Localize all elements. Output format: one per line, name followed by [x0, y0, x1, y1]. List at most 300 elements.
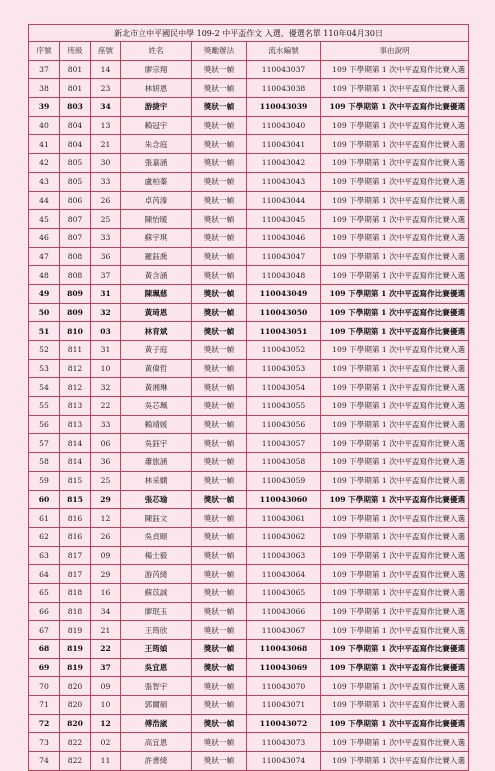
- cell-award: 獎狀一幀: [192, 658, 247, 677]
- cell-reason: 109 下學期第 1 次中平盃寫作比賽入選: [321, 79, 469, 98]
- cell-name: 黃含涵: [121, 266, 192, 285]
- cell-name: 吳貞頤: [121, 527, 192, 546]
- cell-class: 820: [60, 714, 91, 733]
- cell-reason: 109 下學期第 1 次中平盃寫作比賽入選: [321, 733, 469, 752]
- cell-seq: 42: [29, 154, 60, 173]
- cell-award: 獎狀一幀: [192, 378, 247, 397]
- cell-reason: 109 下學期第 1 次中平盃寫作比賽優選: [321, 303, 469, 322]
- cell-name: 游芮綺: [121, 565, 192, 584]
- cell-seat: 36: [91, 453, 121, 472]
- cell-class: 801: [60, 60, 91, 79]
- cell-reason: 109 下學期第 1 次中平盃寫作比賽入選: [321, 341, 469, 360]
- cell-name: 蘇苡誠: [121, 583, 192, 602]
- cell-seat: 31: [91, 341, 121, 360]
- table-row: [29, 696, 469, 715]
- cell-seat: 10: [91, 696, 121, 715]
- cell-seat: 11: [91, 752, 121, 771]
- cell-award: 獎狀一幀: [192, 266, 247, 285]
- cell-name: 楊士毅: [121, 546, 192, 565]
- table-row: [29, 640, 469, 659]
- cell-serial: 110043050: [247, 303, 321, 322]
- table-row: [29, 546, 469, 565]
- cell-serial: 110043068: [247, 640, 321, 659]
- cell-reason: 109 下學期第 1 次中平盃寫作比賽優選: [321, 284, 469, 303]
- cell-seat: 34: [91, 98, 121, 117]
- table-row: [29, 733, 469, 752]
- cell-seat: 37: [91, 658, 121, 677]
- cell-serial: 110043037: [247, 60, 321, 79]
- cell-award: 獎狀一幀: [192, 583, 247, 602]
- cell-class: 807: [60, 210, 91, 229]
- cell-reason: 109 下學期第 1 次中平盃寫作比賽入選: [321, 172, 469, 191]
- cell-serial: 110043061: [247, 509, 321, 528]
- cell-seat: 12: [91, 509, 121, 528]
- cell-name: 吳鈺宇: [121, 434, 192, 453]
- cell-class: 819: [60, 658, 91, 677]
- cell-reason: 109 下學期第 1 次中平盃寫作比賽入選: [321, 247, 469, 266]
- header-award: 獎勵辦法: [192, 42, 247, 61]
- cell-seq: 53: [29, 359, 60, 378]
- cell-reason: 109 下學期第 1 次中平盃寫作比賽入選: [321, 228, 469, 247]
- cell-serial: 110043066: [247, 602, 321, 621]
- cell-seat: 03: [91, 322, 121, 341]
- cell-class: 807: [60, 228, 91, 247]
- table-row: [29, 471, 469, 490]
- cell-name: 黃偉哲: [121, 359, 192, 378]
- cell-serial: 110043044: [247, 191, 321, 210]
- cell-name: 陳珮慈: [121, 284, 192, 303]
- cell-seq: 41: [29, 135, 60, 154]
- cell-seq: 44: [29, 191, 60, 210]
- cell-award: 獎狀一幀: [192, 434, 247, 453]
- document-title: 新北市立中平國民中學 109-2 中平盃作文 入選、優選名單 110年04月30日: [29, 25, 469, 42]
- cell-award: 獎狀一幀: [192, 79, 247, 98]
- cell-class: 808: [60, 247, 91, 266]
- cell-reason: 109 下學期第 1 次中平盃寫作比賽優選: [321, 322, 469, 341]
- cell-reason: 109 下學期第 1 次中平盃寫作比賽入選: [321, 210, 469, 229]
- cell-award: 獎狀一幀: [192, 247, 247, 266]
- cell-award: 獎狀一幀: [192, 527, 247, 546]
- table-row: [29, 509, 469, 528]
- cell-name: 賴靖媛: [121, 415, 192, 434]
- cell-class: 822: [60, 733, 91, 752]
- cell-reason: 109 下學期第 1 次中平盃寫作比賽入選: [321, 191, 469, 210]
- cell-serial: 110043049: [247, 284, 321, 303]
- table-row: [29, 602, 469, 621]
- cell-seat: 30: [91, 154, 121, 173]
- table-row: [29, 397, 469, 416]
- cell-serial: 110043072: [247, 714, 321, 733]
- cell-seat: 33: [91, 415, 121, 434]
- cell-reason: 109 下學期第 1 次中平盃寫作比賽入選: [321, 116, 469, 135]
- table-row: [29, 228, 469, 247]
- cell-reason: 109 下學期第 1 次中平盃寫作比賽入選: [321, 135, 469, 154]
- cell-serial: 110043055: [247, 397, 321, 416]
- table-row: [29, 677, 469, 696]
- cell-serial: 110043060: [247, 490, 321, 509]
- cell-reason: 109 下學期第 1 次中平盃寫作比賽入選: [321, 266, 469, 285]
- cell-award: 獎狀一幀: [192, 509, 247, 528]
- table-row: [29, 527, 469, 546]
- cell-class: 818: [60, 583, 91, 602]
- cell-seq: 64: [29, 565, 60, 584]
- cell-name: 廖珉玉: [121, 602, 192, 621]
- cell-class: 819: [60, 640, 91, 659]
- header-name: 姓名: [121, 42, 192, 61]
- cell-class: 809: [60, 284, 91, 303]
- cell-serial: 110043062: [247, 527, 321, 546]
- cell-seq: 45: [29, 210, 60, 229]
- cell-class: 805: [60, 154, 91, 173]
- cell-seat: 32: [91, 303, 121, 322]
- table-row: [29, 658, 469, 677]
- cell-award: 獎狀一幀: [192, 154, 247, 173]
- cell-serial: 110043051: [247, 322, 321, 341]
- cell-reason: 109 下學期第 1 次中平盃寫作比賽入選: [321, 565, 469, 584]
- cell-class: 816: [60, 509, 91, 528]
- table-row: [29, 116, 469, 135]
- cell-award: 獎狀一幀: [192, 471, 247, 490]
- cell-award: 獎狀一幀: [192, 640, 247, 659]
- cell-award: 獎狀一幀: [192, 284, 247, 303]
- table-row: [29, 210, 469, 229]
- cell-serial: 110043063: [247, 546, 321, 565]
- cell-seat: 25: [91, 471, 121, 490]
- cell-seat: 29: [91, 490, 121, 509]
- cell-seq: 58: [29, 453, 60, 472]
- cell-award: 獎狀一幀: [192, 621, 247, 640]
- cell-seq: 67: [29, 621, 60, 640]
- cell-seq: 57: [29, 434, 60, 453]
- cell-class: 810: [60, 322, 91, 341]
- table-row: [29, 303, 469, 322]
- table-row: [29, 60, 469, 79]
- header-reason: 事由說明: [321, 42, 469, 61]
- cell-seat: 13: [91, 116, 121, 135]
- cell-name: 高宜恩: [121, 733, 192, 752]
- cell-seq: 68: [29, 640, 60, 659]
- cell-name: 吳芯珮: [121, 397, 192, 416]
- cell-class: 806: [60, 191, 91, 210]
- cell-reason: 109 下學期第 1 次中平盃寫作比賽優選: [321, 640, 469, 659]
- cell-seq: 70: [29, 677, 60, 696]
- cell-award: 獎狀一幀: [192, 228, 247, 247]
- table-body: [29, 60, 469, 770]
- cell-seat: 16: [91, 583, 121, 602]
- cell-serial: 110043043: [247, 172, 321, 191]
- cell-seq: 62: [29, 527, 60, 546]
- cell-seq: 61: [29, 509, 60, 528]
- cell-name: 林妍恩: [121, 79, 192, 98]
- cell-class: 813: [60, 415, 91, 434]
- cell-seat: 37: [91, 266, 121, 285]
- cell-award: 獎狀一幀: [192, 98, 247, 117]
- cell-serial: 110043065: [247, 583, 321, 602]
- cell-seq: 51: [29, 322, 60, 341]
- cell-reason: 109 下學期第 1 次中平盃寫作比賽入選: [321, 397, 469, 416]
- cell-reason: 109 下學期第 1 次中平盃寫作比賽入選: [321, 509, 469, 528]
- table-row: [29, 247, 469, 266]
- cell-class: 808: [60, 266, 91, 285]
- cell-serial: 110043074: [247, 752, 321, 771]
- cell-seq: 37: [29, 60, 60, 79]
- cell-award: 獎狀一幀: [192, 714, 247, 733]
- cell-seat: 25: [91, 210, 121, 229]
- cell-seq: 54: [29, 378, 60, 397]
- cell-seat: 22: [91, 640, 121, 659]
- cell-seq: 43: [29, 172, 60, 191]
- cell-award: 獎狀一幀: [192, 116, 247, 135]
- table-row: [29, 752, 469, 771]
- cell-seat: 09: [91, 546, 121, 565]
- cell-seq: 52: [29, 341, 60, 360]
- cell-class: 815: [60, 471, 91, 490]
- cell-name: 陳鈺文: [121, 509, 192, 528]
- award-list-sheet: [28, 24, 468, 771]
- cell-award: 獎狀一幀: [192, 415, 247, 434]
- cell-class: 814: [60, 453, 91, 472]
- cell-serial: 110043054: [247, 378, 321, 397]
- cell-serial: 110043045: [247, 210, 321, 229]
- cell-award: 獎狀一幀: [192, 397, 247, 416]
- cell-name: 張嘉涵: [121, 154, 192, 173]
- cell-serial: 110043038: [247, 79, 321, 98]
- table-header-row: [29, 42, 469, 61]
- table-row: [29, 154, 469, 173]
- cell-award: 獎狀一幀: [192, 359, 247, 378]
- cell-serial: 110043069: [247, 658, 321, 677]
- cell-seq: 72: [29, 714, 60, 733]
- cell-class: 822: [60, 752, 91, 771]
- cell-serial: 110043056: [247, 415, 321, 434]
- table-row: [29, 98, 469, 117]
- cell-award: 獎狀一幀: [192, 341, 247, 360]
- cell-seq: 48: [29, 266, 60, 285]
- cell-reason: 109 下學期第 1 次中平盃寫作比賽入選: [321, 546, 469, 565]
- cell-seat: 36: [91, 247, 121, 266]
- table-row: [29, 322, 469, 341]
- cell-seat: 33: [91, 172, 121, 191]
- cell-award: 獎狀一幀: [192, 303, 247, 322]
- cell-seq: 66: [29, 602, 60, 621]
- table-row: [29, 490, 469, 509]
- cell-name: 卓芮溱: [121, 191, 192, 210]
- cell-award: 獎狀一幀: [192, 135, 247, 154]
- cell-name: 蘇宇琪: [121, 228, 192, 247]
- cell-class: 817: [60, 546, 91, 565]
- cell-seq: 56: [29, 415, 60, 434]
- cell-seq: 71: [29, 696, 60, 715]
- cell-name: 王筠媜: [121, 640, 192, 659]
- table-row: [29, 172, 469, 191]
- table-row: [29, 79, 469, 98]
- header-serial: 流水編號: [247, 42, 321, 61]
- cell-name: 蕭旅涵: [121, 453, 192, 472]
- cell-serial: 110043052: [247, 341, 321, 360]
- cell-class: 801: [60, 79, 91, 98]
- table-row: [29, 191, 469, 210]
- cell-name: 林采嫻: [121, 471, 192, 490]
- award-table: [28, 24, 469, 771]
- cell-name: 陳怡暖: [121, 210, 192, 229]
- cell-serial: 110043053: [247, 359, 321, 378]
- cell-seq: 38: [29, 79, 60, 98]
- cell-seat: 31: [91, 284, 121, 303]
- cell-name: 羅鈺喬: [121, 247, 192, 266]
- cell-name: 郭爾碩: [121, 696, 192, 715]
- cell-seat: 32: [91, 378, 121, 397]
- cell-name: 盧柏蓁: [121, 172, 192, 191]
- cell-serial: 110043059: [247, 471, 321, 490]
- table-row: [29, 434, 469, 453]
- cell-reason: 109 下學期第 1 次中平盃寫作比賽入選: [321, 415, 469, 434]
- table-row: [29, 378, 469, 397]
- cell-class: 818: [60, 602, 91, 621]
- cell-reason: 109 下學期第 1 次中平盃寫作比賽入選: [321, 583, 469, 602]
- cell-class: 804: [60, 116, 91, 135]
- cell-serial: 110043058: [247, 453, 321, 472]
- cell-seq: 46: [29, 228, 60, 247]
- cell-class: 815: [60, 490, 91, 509]
- cell-seq: 65: [29, 583, 60, 602]
- cell-seq: 59: [29, 471, 60, 490]
- cell-class: 811: [60, 341, 91, 360]
- cell-serial: 110043057: [247, 434, 321, 453]
- table-row: [29, 341, 469, 360]
- cell-reason: 109 下學期第 1 次中平盃寫作比賽入選: [321, 434, 469, 453]
- table-row: [29, 415, 469, 434]
- cell-seat: 02: [91, 733, 121, 752]
- cell-serial: 110043048: [247, 266, 321, 285]
- cell-reason: 109 下學期第 1 次中平盃寫作比賽入選: [321, 359, 469, 378]
- table-row: [29, 621, 469, 640]
- cell-seq: 69: [29, 658, 60, 677]
- table-row: [29, 565, 469, 584]
- cell-seat: 21: [91, 135, 121, 154]
- cell-name: 廖宗翔: [121, 60, 192, 79]
- cell-reason: 109 下學期第 1 次中平盃寫作比賽入選: [321, 154, 469, 173]
- cell-award: 獎狀一幀: [192, 696, 247, 715]
- cell-award: 獎狀一幀: [192, 191, 247, 210]
- cell-reason: 109 下學期第 1 次中平盃寫作比賽入選: [321, 677, 469, 696]
- cell-reason: 109 下學期第 1 次中平盃寫作比賽優選: [321, 714, 469, 733]
- header-class: 班級: [60, 42, 91, 61]
- table-row: [29, 583, 469, 602]
- cell-seq: 50: [29, 303, 60, 322]
- cell-name: 許書綺: [121, 752, 192, 771]
- table-row: [29, 453, 469, 472]
- cell-seat: 12: [91, 714, 121, 733]
- cell-class: 813: [60, 397, 91, 416]
- cell-seat: 23: [91, 79, 121, 98]
- table-row: [29, 266, 469, 285]
- cell-serial: 110043046: [247, 228, 321, 247]
- cell-class: 816: [60, 527, 91, 546]
- cell-award: 獎狀一幀: [192, 210, 247, 229]
- cell-class: 812: [60, 359, 91, 378]
- cell-award: 獎狀一幀: [192, 733, 247, 752]
- cell-seat: 29: [91, 565, 121, 584]
- cell-class: 803: [60, 98, 91, 117]
- cell-name: 游捷宇: [121, 98, 192, 117]
- cell-award: 獎狀一幀: [192, 677, 247, 696]
- cell-class: 804: [60, 135, 91, 154]
- cell-seq: 47: [29, 247, 60, 266]
- cell-class: 820: [60, 696, 91, 715]
- cell-seq: 73: [29, 733, 60, 752]
- cell-serial: 110043070: [247, 677, 321, 696]
- cell-name: 賴冠宇: [121, 116, 192, 135]
- cell-award: 獎狀一幀: [192, 453, 247, 472]
- cell-award: 獎狀一幀: [192, 322, 247, 341]
- cell-seq: 63: [29, 546, 60, 565]
- cell-serial: 110043042: [247, 154, 321, 173]
- cell-name: 黃子庭: [121, 341, 192, 360]
- cell-serial: 110043040: [247, 116, 321, 135]
- cell-class: 819: [60, 621, 91, 640]
- cell-seq: 40: [29, 116, 60, 135]
- cell-seat: 26: [91, 191, 121, 210]
- cell-serial: 110043071: [247, 696, 321, 715]
- table-row: [29, 359, 469, 378]
- cell-name: 傅浩崴: [121, 714, 192, 733]
- cell-name: 黃湘琳: [121, 378, 192, 397]
- cell-class: 805: [60, 172, 91, 191]
- cell-serial: 110043041: [247, 135, 321, 154]
- cell-reason: 109 下學期第 1 次中平盃寫作比賽優選: [321, 658, 469, 677]
- cell-seat: 21: [91, 621, 121, 640]
- cell-seat: 26: [91, 527, 121, 546]
- cell-serial: 110043073: [247, 733, 321, 752]
- cell-award: 獎狀一幀: [192, 752, 247, 771]
- cell-seat: 09: [91, 677, 121, 696]
- header-seq: 序號: [29, 42, 60, 61]
- cell-reason: 109 下學期第 1 次中平盃寫作比賽入選: [321, 602, 469, 621]
- cell-name: 朱念庭: [121, 135, 192, 154]
- cell-award: 獎狀一幀: [192, 565, 247, 584]
- cell-reason: 109 下學期第 1 次中平盃寫作比賽入選: [321, 471, 469, 490]
- cell-seat: 14: [91, 60, 121, 79]
- cell-name: 張智宇: [121, 677, 192, 696]
- cell-seat: 06: [91, 434, 121, 453]
- cell-award: 獎狀一幀: [192, 490, 247, 509]
- cell-seq: 60: [29, 490, 60, 509]
- cell-serial: 110043064: [247, 565, 321, 584]
- cell-reason: 109 下學期第 1 次中平盃寫作比賽入選: [321, 60, 469, 79]
- cell-class: 817: [60, 565, 91, 584]
- cell-name: 王筠欣: [121, 621, 192, 640]
- cell-serial: 110043047: [247, 247, 321, 266]
- cell-reason: 109 下學期第 1 次中平盃寫作比賽入選: [321, 752, 469, 771]
- cell-seq: 55: [29, 397, 60, 416]
- table-row: [29, 714, 469, 733]
- cell-reason: 109 下學期第 1 次中平盃寫作比賽優選: [321, 490, 469, 509]
- cell-name: 張芯瑜: [121, 490, 192, 509]
- cell-class: 820: [60, 677, 91, 696]
- cell-reason: 109 下學期第 1 次中平盃寫作比賽入選: [321, 621, 469, 640]
- cell-seat: 22: [91, 397, 121, 416]
- cell-class: 812: [60, 378, 91, 397]
- cell-seat: 33: [91, 228, 121, 247]
- cell-class: 814: [60, 434, 91, 453]
- cell-reason: 109 下學期第 1 次中平盃寫作比賽入選: [321, 453, 469, 472]
- cell-name: 吳宜恩: [121, 658, 192, 677]
- cell-seq: 49: [29, 284, 60, 303]
- cell-award: 獎狀一幀: [192, 60, 247, 79]
- cell-name: 林育斌: [121, 322, 192, 341]
- cell-award: 獎狀一幀: [192, 602, 247, 621]
- cell-reason: 109 下學期第 1 次中平盃寫作比賽入選: [321, 378, 469, 397]
